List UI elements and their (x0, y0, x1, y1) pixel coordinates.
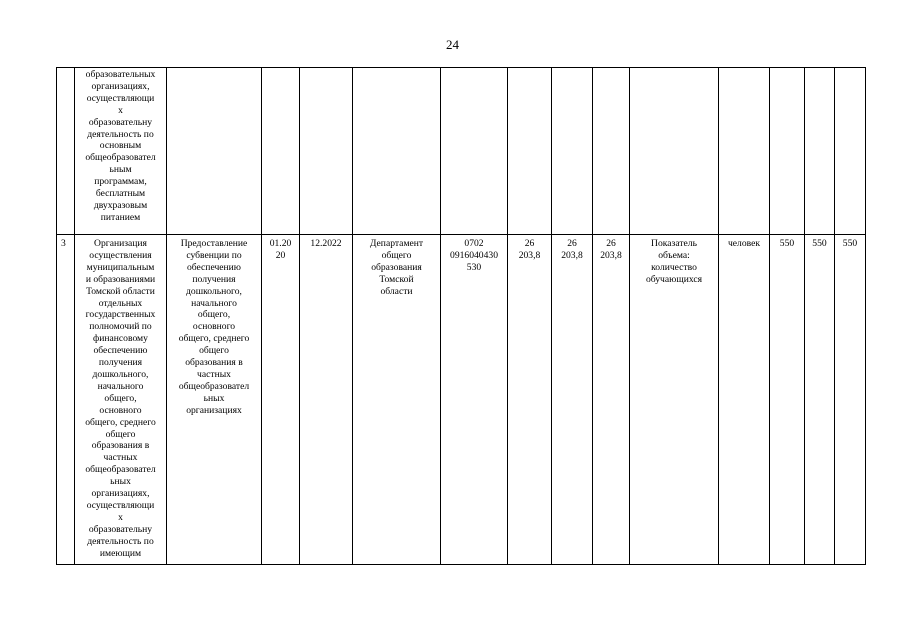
indicator-name-cell (630, 68, 719, 235)
measure-content-cell: Предоставление субвенции по обеспечению получения дошкольного, начального общего, основного общего, среднего общего образования в частных общеобразовател ьных организациях (167, 235, 262, 565)
budget-code-cell (441, 68, 508, 235)
row-number-cell (57, 68, 75, 235)
row-number-cell: 3 (57, 235, 75, 565)
funding-year3-cell (593, 68, 630, 235)
table-row (57, 235, 866, 565)
page-number: 24 (446, 37, 459, 52)
measure-name-cell: образовательных организациях, осуществляющи х образовательну деятельность по основным общеобразовател ьным программам, бесплатным двухразовым питанием (75, 68, 167, 235)
end-date-cell: 12.2022 (300, 235, 353, 565)
indicator-year2-cell (805, 68, 835, 235)
indicator-year1-cell: 550 (770, 235, 805, 565)
table-row (57, 68, 866, 235)
funding-year1-cell (508, 68, 552, 235)
funding-year3-cell: 26 203,8 (593, 235, 630, 565)
measure-name-cell: Организация осуществления муниципальным и образованиями Томской области отдельных государственных полномочий по финансовому обеспечению получения дошкольного, начального общего, основного общего, среднего общего образования в частных общеобразовател ьных организациях, осуществляющи х образовательну деятельность по имеющим (75, 235, 167, 565)
indicator-name-cell: Показатель объема: количество обучающихся (630, 235, 719, 565)
unit-cell (719, 68, 770, 235)
start-date-cell (262, 68, 300, 235)
measure-content-cell (167, 68, 262, 235)
program-measures-table (56, 67, 866, 565)
indicator-year2-cell: 550 (805, 235, 835, 565)
unit-cell: человек (719, 235, 770, 565)
executor-cell (353, 68, 441, 235)
start-date-cell: 01.20 20 (262, 235, 300, 565)
funding-year1-cell: 26 203,8 (508, 235, 552, 565)
end-date-cell (300, 68, 353, 235)
budget-code-cell: 0702 0916040430 530 (441, 235, 508, 565)
indicator-year3-cell (835, 68, 866, 235)
executor-cell: Департамент общего образования Томской области (353, 235, 441, 565)
indicator-year1-cell (770, 68, 805, 235)
funding-year2-cell (552, 68, 593, 235)
funding-year2-cell: 26 203,8 (552, 235, 593, 565)
indicator-year3-cell: 550 (835, 235, 866, 565)
